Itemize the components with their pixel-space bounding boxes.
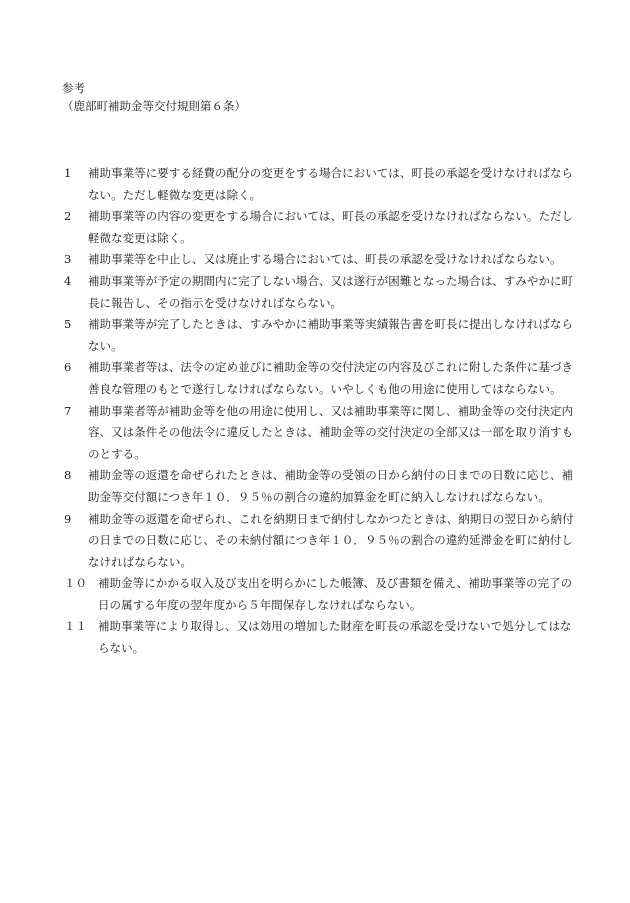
item-text: 補助金等の返還を命ぜられたときは、補助金等の受領の日から納付の日までの日数に応じ、補助金等交付額につき年１０．９５％の割合の違約加算金を町に納入しなければならない。 — [88, 468, 574, 504]
item-text: 補助事業者等が補助金等を他の用途に使用し、又は補助事業等に関し、補助金等の交付決定内容、又は条件その他法令に違反したときは、補助金等の交付決定の全部又は一部を取り消すものとする。 — [88, 403, 574, 461]
conditions-list — [64, 163, 578, 660]
item-number: 7 — [64, 403, 72, 418]
item-number: 9 — [64, 511, 72, 526]
item-number: 1 — [64, 166, 72, 180]
item-text: 補助金等にかかる収入及び支出を明らかにした帳簿、及び書類を備え、補助事業等の完了の日の属する年度の翌年度から５年間保存しなければならない。 — [98, 576, 573, 612]
item-text: 補助金等の返還を命ぜられ、これを納期日まで納付しなかつたときは、納期日の翌日から納付の日までの日数に応じ、その未納付額につき年１０．９５％の割合の違約延滞金を町に納付しなければならない。 — [88, 511, 574, 569]
item-number: １０ — [64, 576, 87, 591]
regulation-reference: （鹿部町補助金等交付規則第６条） — [62, 99, 246, 113]
condition-item — [64, 616, 578, 659]
item-text: 補助事業等に要する経費の配分の変更をする場合においては、町長の承認を受けなければならない。ただし軽微な変更は除く。 — [88, 166, 574, 202]
condition-item — [64, 314, 578, 357]
item-number: １１ — [64, 619, 87, 634]
item-text: 補助事業者等は、法令の定め並びに補助金等の交付決定の内容及びこれに附した条件に基づき善良な管理のもとで遂行しなければならない。いやしくも他の用途に使用してはならない。 — [88, 360, 574, 396]
condition-item — [64, 401, 578, 466]
document-heading: 参考 — [62, 81, 85, 95]
condition-item — [64, 206, 578, 249]
item-number: 6 — [64, 360, 72, 375]
item-text: 補助事業等の内容の変更をする場合においては、町長の承認を受けなければならない。ただし軽微な変更は除く。 — [88, 209, 574, 245]
item-text: 補助事業等が完了したときは、すみやかに補助事業等実績報告書を町長に提出しなければならない。 — [88, 317, 574, 353]
item-text: 補助事業等により取得し、又は効用の増加した財産を町長の承認を受けないで処分してはならない。 — [98, 619, 572, 656]
condition-item — [64, 271, 578, 314]
condition-item — [64, 163, 578, 206]
condition-item — [64, 249, 578, 271]
condition-item — [64, 357, 578, 400]
condition-item — [64, 465, 578, 508]
item-text: 補助事業等を中止し、又は廃止する場合においては、町長の承認を受けなければならない。 — [88, 252, 562, 267]
condition-item — [64, 573, 578, 616]
item-number: 5 — [64, 317, 72, 332]
item-number: 4 — [64, 273, 72, 288]
condition-item — [64, 509, 578, 574]
item-text: 補助事業等が予定の期間内に完了しない場合、又は遂行が困難となった場合は、すみやかに町長に報告し、その指示を受けなければならない。 — [88, 273, 574, 310]
item-number: 2 — [64, 209, 72, 224]
item-number: 3 — [64, 252, 72, 267]
item-number: 8 — [64, 468, 72, 483]
